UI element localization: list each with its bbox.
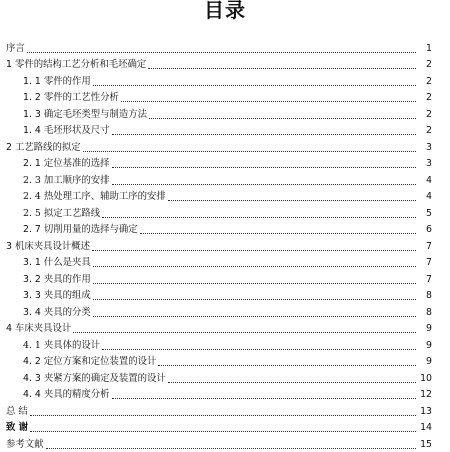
toc-leader-dots [102, 349, 416, 350]
toc-leader-dots [149, 118, 416, 119]
toc-entry-page: 2 [426, 125, 432, 136]
toc-entry[interactable] [0, 188, 450, 205]
toc-leader-dots [73, 332, 416, 333]
toc-entry-text: 3 机床夹具设计概述 [6, 240, 90, 252]
toc-leader-dots [93, 316, 416, 317]
toc-entry[interactable] [0, 39, 450, 56]
toc-leader-dots [93, 283, 416, 284]
toc-entry-page: 3 [426, 141, 432, 153]
toc-entry[interactable] [0, 138, 450, 155]
toc-entry-page: 9 [426, 323, 432, 334]
toc-entry-text: 4. 4 夹具的精度分析 [23, 389, 110, 400]
toc-entry-text: 1. 1 零件的作用 [23, 75, 91, 87]
toc-entry[interactable] [0, 287, 450, 304]
toc-entry-text: 参考文献 [6, 438, 44, 450]
toc-entry[interactable] [0, 303, 450, 320]
toc-entry-text: 4. 2 定位方案和定位装置的设计 [23, 356, 157, 367]
toc-entry-page: 6 [426, 224, 432, 235]
toc-entry-text: 1 零件的结构工艺分析和毛坯确定 [6, 59, 147, 70]
toc-leader-dots [27, 52, 416, 53]
toc-entry-page: 15 [420, 438, 432, 450]
toc-entry[interactable] [0, 254, 450, 271]
toc-entry-text: 3. 3 夹具的组成 [23, 290, 91, 301]
toc-entry-text: 序言 [6, 42, 25, 54]
toc-entry[interactable] [0, 122, 450, 139]
toc-entry-text: 3. 2 夹具的作用 [23, 273, 91, 285]
toc-entry-page: 13 [420, 405, 432, 417]
toc-entry-page: 10 [420, 372, 432, 384]
toc-entry-page: 4 [426, 174, 432, 186]
toc-leader-dots [140, 233, 416, 234]
toc-entry-page: 7 [426, 257, 432, 268]
toc-title: 目录 [204, 0, 246, 22]
toc-leader-dots [30, 415, 416, 416]
toc-entry-page: 4 [426, 191, 432, 202]
toc-list [0, 39, 450, 452]
toc-entry[interactable] [0, 221, 450, 238]
toc-leader-dots [102, 217, 416, 218]
toc-leader-dots [93, 266, 416, 267]
toc-entry-page: 1 [426, 42, 432, 54]
toc-leader-dots [112, 398, 417, 399]
toc-entry-page: 8 [426, 290, 432, 301]
toc-entry-page: 9 [426, 356, 432, 367]
toc-entry-page: 7 [426, 240, 432, 252]
toc-leader-dots [30, 431, 416, 432]
toc-entry-text: 2 工艺路线的拟定 [6, 141, 81, 153]
toc-entry[interactable] [0, 336, 450, 353]
toc-entry[interactable] [0, 89, 450, 106]
toc-entry-text: 3. 4 夹具的分类 [23, 306, 91, 318]
toc-entry[interactable] [0, 204, 450, 221]
toc-entry[interactable] [0, 171, 450, 188]
toc-entry[interactable] [0, 105, 450, 122]
toc-entry-text: 2. 7 切削用量的选择与确定 [23, 224, 138, 235]
toc-leader-dots [112, 184, 417, 185]
toc-entry-text: 4 车床夹具设计 [6, 323, 72, 334]
toc-leader-dots [168, 200, 416, 201]
toc-entry-text: 1. 3 确定毛坯类型与制造方法 [23, 108, 147, 120]
toc-entry-page: 2 [426, 75, 432, 87]
toc-entry[interactable] [0, 320, 450, 337]
toc-entry-text: 3. 1 什么是夹具 [23, 257, 91, 268]
toc-entry[interactable] [0, 435, 450, 452]
toc-leader-dots [148, 68, 416, 69]
toc-leader-dots [121, 101, 416, 102]
toc-entry[interactable] [0, 237, 450, 254]
toc-entry[interactable] [0, 419, 450, 436]
toc-entry[interactable] [0, 402, 450, 419]
toc-leader-dots [112, 167, 417, 168]
toc-entry-text: 4. 3 夹紧方案的确定及装置的设计 [23, 372, 166, 384]
toc-leader-dots [83, 151, 416, 152]
toc-entry-text: 2. 4 热处理工序、辅助工序的安排 [23, 191, 166, 202]
toc-entry-page: 14 [420, 422, 432, 433]
toc-entry-page: 5 [426, 207, 432, 219]
toc-entry[interactable] [0, 56, 450, 73]
toc-leader-dots [112, 134, 417, 135]
toc-leader-dots [92, 250, 416, 251]
toc-entry-page: 8 [426, 306, 432, 318]
toc-entry-page: 9 [426, 339, 432, 351]
toc-entry-page: 2 [426, 92, 432, 103]
toc-entry[interactable] [0, 72, 450, 89]
toc-entry-text: 总 结 [6, 405, 28, 417]
toc-entry[interactable] [0, 369, 450, 386]
toc-entry-page: 2 [426, 108, 432, 120]
toc-entry[interactable] [0, 270, 450, 287]
toc-entry-text: 2. 5 拟定工艺路线 [23, 207, 101, 219]
toc-leader-dots [158, 365, 416, 366]
toc-leader-dots [168, 382, 416, 383]
toc-entry[interactable] [0, 155, 450, 172]
toc-entry-page: 7 [426, 273, 432, 285]
toc-entry[interactable] [0, 353, 450, 370]
toc-entry[interactable] [0, 386, 450, 403]
toc-entry-text: 4. 1 夹具体的设计 [23, 339, 101, 351]
toc-entry-page: 12 [420, 389, 432, 400]
toc-leader-dots [93, 85, 416, 86]
toc-entry-text: 1. 2 零件的工艺性分析 [23, 92, 119, 103]
toc-entry-text: 2. 3 加工顺序的安排 [23, 174, 110, 186]
toc-entry-text: 1. 4 毛坯形状及尺寸 [23, 125, 110, 136]
toc-entry-text: 致 谢 [6, 422, 29, 433]
toc-entry-page: 3 [426, 158, 432, 169]
toc-entry-page: 2 [426, 59, 432, 70]
toc-leader-dots [93, 299, 416, 300]
toc-entry-text: 2. 1 定位基准的选择 [23, 158, 110, 169]
